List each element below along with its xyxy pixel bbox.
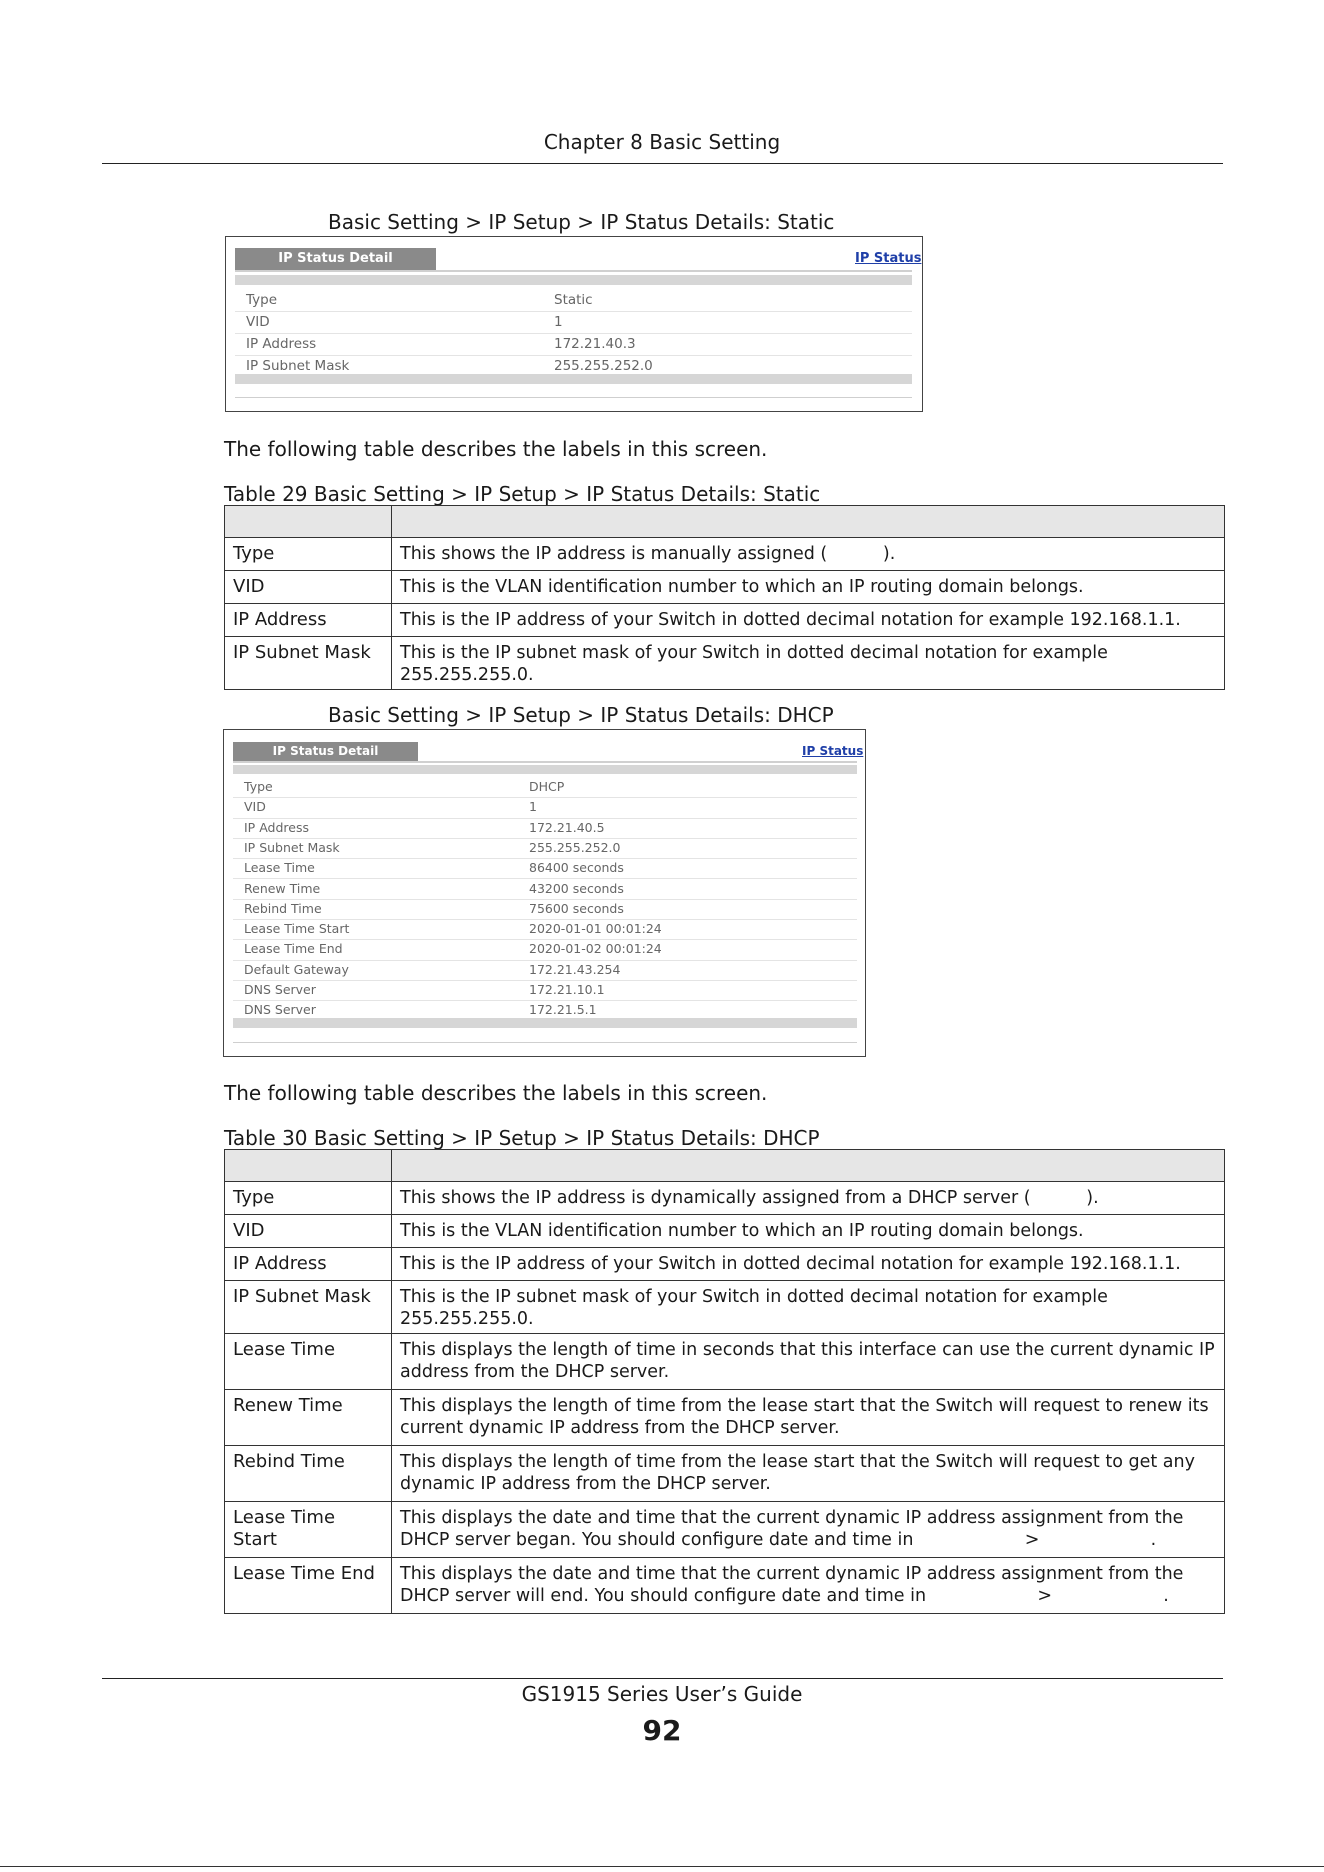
panel-bottom-band <box>233 1018 857 1028</box>
status-value: Static <box>554 292 593 308</box>
row-label: IP Address <box>225 604 392 637</box>
table-row <box>225 538 1225 571</box>
status-value: 255.255.252.0 <box>529 839 621 855</box>
intro-text-static: The following table describes the labels in this screen. <box>224 437 768 461</box>
status-label: IP Address <box>246 336 317 352</box>
status-value: 172.21.40.3 <box>554 336 636 352</box>
footer-guide-title: GS1915 Series User’s Guide <box>521 1682 803 1706</box>
status-label: Renew Time <box>244 880 321 896</box>
ip-status-link[interactable]: IP Status <box>802 744 864 758</box>
row-description: This displays the length of time from the lease start that the Switch will request to get any dynamic IP address from the DHCP server. <box>392 1446 1225 1502</box>
table-row <box>225 1215 1225 1248</box>
status-label: IP Subnet Mask <box>246 358 350 374</box>
status-row <box>233 858 857 879</box>
table-caption-dhcp: Table 30 Basic Setting > IP Setup > IP Status Details: DHCP <box>224 1126 820 1150</box>
status-row <box>235 311 912 334</box>
row-label: Lease Time End <box>225 1558 392 1614</box>
status-label: VID <box>244 799 266 815</box>
header-cell-label <box>225 506 392 538</box>
status-label: Lease Time <box>244 860 315 876</box>
screenshot-static <box>225 236 923 412</box>
status-row <box>233 879 857 900</box>
row-description: This displays the date and time that the current dynamic IP address assignment from the DHCP server began. You should configure date and time in > . <box>392 1502 1225 1558</box>
page-number: 92 <box>642 1714 682 1747</box>
panel-top-band <box>235 275 912 285</box>
status-row <box>233 838 857 859</box>
status-value: 2020-01-02 00:01:24 <box>529 941 662 957</box>
status-label: Default Gateway <box>244 961 349 977</box>
row-description: This shows the IP address is manually assigned ( ). <box>392 538 1225 571</box>
status-value: 43200 seconds <box>529 880 624 896</box>
status-value: 255.255.252.0 <box>554 358 653 374</box>
table-row <box>225 1334 1225 1390</box>
row-label: Type <box>225 1182 392 1215</box>
panel-bottom-band <box>235 374 912 384</box>
row-description: This is the IP subnet mask of your Switch in dotted decimal notation for example 255.255.255.0. <box>392 1281 1225 1334</box>
status-value: 2020-01-01 00:01:24 <box>529 921 662 937</box>
table-row <box>225 1558 1225 1614</box>
row-label: Type <box>225 538 392 571</box>
tab-ip-status-detail: IP Status Detail <box>233 742 418 761</box>
header-cell-description <box>392 506 1225 538</box>
status-row <box>233 899 857 920</box>
row-description: This displays the date and time that the current dynamic IP address assignment from the DHCP server will end. You should configure date and time in > . <box>392 1558 1225 1614</box>
table-header-row <box>225 1150 1225 1182</box>
panel-top-band <box>233 765 857 774</box>
table-row <box>225 604 1225 637</box>
status-row <box>233 777 857 798</box>
status-row <box>233 797 857 818</box>
chapter-header: Chapter 8 Basic Setting <box>543 130 781 154</box>
ip-status-link[interactable]: IP Status <box>855 251 922 266</box>
status-value: 172.21.10.1 <box>529 982 605 997</box>
status-value: DHCP <box>529 779 565 794</box>
table-row <box>225 1502 1225 1558</box>
panel-end-line <box>233 1042 857 1043</box>
status-label: IP Subnet Mask <box>244 839 340 855</box>
status-label: DNS Server <box>244 982 316 997</box>
screenshot-dhcp <box>223 729 866 1057</box>
status-value: 1 <box>529 799 537 815</box>
row-description: This is the IP address of your Switch in dotted decimal notation for example 192.168.1.1. <box>392 604 1225 637</box>
row-description: This is the VLAN identification number to which an IP routing domain belongs. <box>392 571 1225 604</box>
panel-end-line <box>235 397 912 398</box>
tab-underline <box>233 761 857 763</box>
table-row <box>225 1446 1225 1502</box>
status-value: 1 <box>554 314 563 330</box>
footer-divider <box>102 1678 1223 1679</box>
table-row <box>225 637 1225 690</box>
row-label: Rebind Time <box>225 1446 392 1502</box>
header-cell-description <box>392 1150 1225 1182</box>
row-label: VID <box>225 571 392 604</box>
status-row <box>233 980 857 1001</box>
status-label: DNS Server <box>244 1002 316 1018</box>
figure-caption-dhcp: Basic Setting > IP Setup > IP Status Details: DHCP <box>328 703 834 727</box>
intro-text-dhcp: The following table describes the labels in this screen. <box>224 1081 768 1105</box>
status-label: Rebind Time <box>244 900 322 916</box>
row-description: This is the VLAN identification number to which an IP routing domain belongs. <box>392 1215 1225 1248</box>
table-row <box>225 1390 1225 1446</box>
table-row <box>225 1281 1225 1334</box>
status-value: 172.21.5.1 <box>529 1002 597 1018</box>
row-description: This displays the length of time from the lease start that the Switch will request to renew its current dynamic IP address from the DHCP server. <box>392 1390 1225 1446</box>
page-bottom-edge <box>0 1866 1324 1867</box>
status-label: Lease Time End <box>244 941 343 957</box>
status-row <box>233 960 857 981</box>
row-description: This shows the IP address is dynamically assigned from a DHCP server ( ). <box>392 1182 1225 1215</box>
status-value: 172.21.43.254 <box>529 961 621 977</box>
status-label: Type <box>244 779 273 794</box>
row-description: This is the IP subnet mask of your Switch in dotted decimal notation for example 255.255.255.0. <box>392 637 1225 690</box>
table-row <box>225 571 1225 604</box>
status-row <box>235 289 912 312</box>
description-table-dhcp <box>224 1149 1225 1614</box>
header-divider <box>102 163 1223 164</box>
row-label: IP Subnet Mask <box>225 637 392 690</box>
figure-caption-static: Basic Setting > IP Setup > IP Status Details: Static <box>328 210 835 234</box>
table-header-row <box>225 506 1225 538</box>
tab-ip-status-detail: IP Status Detail <box>235 248 436 270</box>
table-row <box>225 1182 1225 1215</box>
row-label: Lease Time Start <box>225 1502 392 1558</box>
table-row <box>225 1248 1225 1281</box>
status-value: 172.21.40.5 <box>529 819 605 835</box>
row-description: This is the IP address of your Switch in dotted decimal notation for example 192.168.1.1. <box>392 1248 1225 1281</box>
status-value: 75600 seconds <box>529 900 624 916</box>
tab-underline <box>235 270 912 272</box>
status-label: IP Address <box>244 819 309 835</box>
row-label: Lease Time <box>225 1334 392 1390</box>
status-row <box>233 939 857 960</box>
status-label: VID <box>246 314 270 330</box>
status-label: Type <box>246 292 278 308</box>
status-row <box>233 818 857 839</box>
table-caption-static: Table 29 Basic Setting > IP Setup > IP Status Details: Static <box>224 482 821 506</box>
status-row <box>235 333 912 356</box>
description-table-static <box>224 505 1225 690</box>
header-cell-label <box>225 1150 392 1182</box>
status-label: Lease Time Start <box>244 921 350 937</box>
row-label: IP Subnet Mask <box>225 1281 392 1334</box>
status-row <box>233 919 857 940</box>
row-label: VID <box>225 1215 392 1248</box>
status-value: 86400 seconds <box>529 860 624 876</box>
row-label: Renew Time <box>225 1390 392 1446</box>
row-description: This displays the length of time in seconds that this interface can use the current dynamic IP address from the DHCP server. <box>392 1334 1225 1390</box>
row-label: IP Address <box>225 1248 392 1281</box>
